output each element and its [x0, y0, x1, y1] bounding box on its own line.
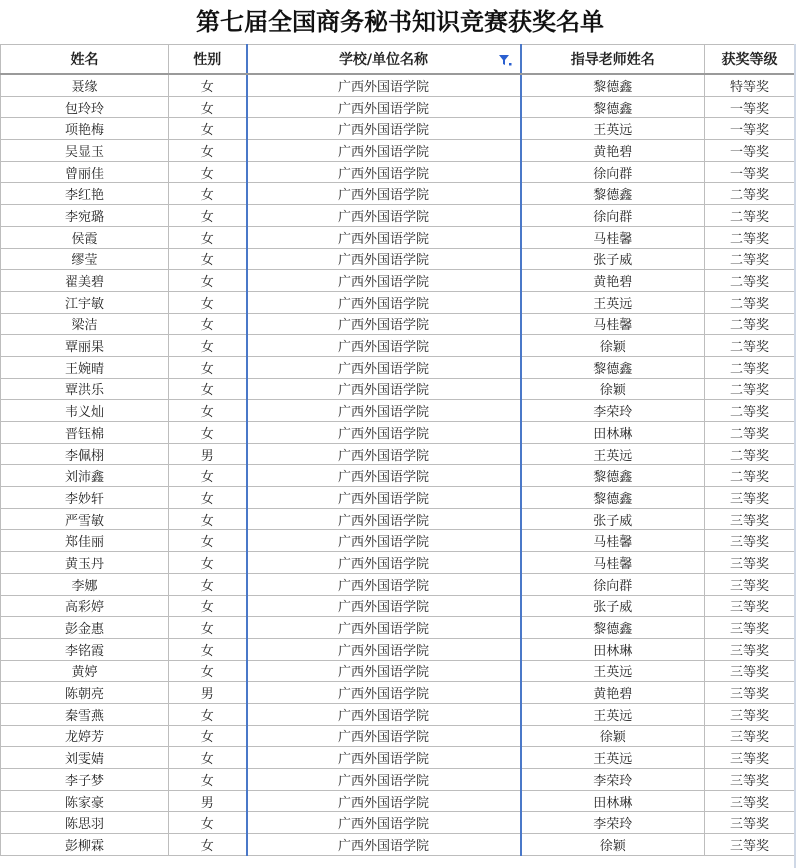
cell-name[interactable]: 陈家豪: [1, 790, 169, 812]
cell-gender[interactable]: 女: [169, 638, 247, 660]
cell-gender[interactable]: 女: [169, 161, 247, 183]
cell-gender[interactable]: 男: [169, 443, 247, 465]
table-row: [1, 74, 795, 96]
cell-award[interactable]: 二等奖: [705, 378, 795, 400]
cell-school[interactable]: 广西外国语学院: [247, 140, 521, 162]
cell-gender[interactable]: 女: [169, 812, 247, 834]
cell-name[interactable]: 包玲玲: [1, 96, 169, 118]
cell-award[interactable]: 二等奖: [705, 400, 795, 422]
cell-award[interactable]: 三等奖: [705, 530, 795, 552]
cell-advisor[interactable]: 张子威: [521, 248, 705, 270]
cell-gender[interactable]: 女: [169, 118, 247, 140]
cell-award[interactable]: 三等奖: [705, 834, 795, 856]
cell-advisor[interactable]: 王英远: [521, 660, 705, 682]
table-row: [1, 226, 795, 248]
cell-advisor[interactable]: 徐颖: [521, 725, 705, 747]
table-row: [1, 682, 795, 704]
cell-name[interactable]: 曾丽佳: [1, 161, 169, 183]
cell-name[interactable]: 梁洁: [1, 313, 169, 335]
cell-name[interactable]: 李宛璐: [1, 205, 169, 227]
header-name[interactable]: 姓名: [1, 45, 169, 75]
table-row: [1, 530, 795, 552]
cell-school[interactable]: 广西外国语学院: [247, 790, 521, 812]
cell-school[interactable]: 广西外国语学院: [247, 248, 521, 270]
cell-award[interactable]: 三等奖: [705, 682, 795, 704]
cell-school[interactable]: 广西外国语学院: [247, 812, 521, 834]
cell-award[interactable]: 三等奖: [705, 595, 795, 617]
table-row: [1, 595, 795, 617]
cell-award[interactable]: 二等奖: [705, 291, 795, 313]
table-row: [1, 248, 795, 270]
cell-school[interactable]: 广西外国语学院: [247, 638, 521, 660]
cell-award[interactable]: 三等奖: [705, 769, 795, 791]
cell-gender[interactable]: 女: [169, 140, 247, 162]
cell-school[interactable]: 广西外国语学院: [247, 530, 521, 552]
header-row: [1, 45, 795, 75]
cell-advisor[interactable]: 黎德鑫: [521, 356, 705, 378]
cell-advisor[interactable]: 马桂馨: [521, 530, 705, 552]
cell-gender[interactable]: 女: [169, 291, 247, 313]
cell-name[interactable]: 王婉晴: [1, 356, 169, 378]
cell-advisor[interactable]: 徐向群: [521, 205, 705, 227]
cell-award[interactable]: 三等奖: [705, 747, 795, 769]
cell-name[interactable]: 缪莹: [1, 248, 169, 270]
cell-name[interactable]: 严雪敏: [1, 508, 169, 530]
cell-school[interactable]: 广西外国语学院: [247, 74, 521, 96]
table-row: [1, 400, 795, 422]
cell-gender[interactable]: 女: [169, 226, 247, 248]
cell-award[interactable]: 二等奖: [705, 443, 795, 465]
cell-advisor[interactable]: 徐向群: [521, 573, 705, 595]
cell-award[interactable]: 三等奖: [705, 660, 795, 682]
table-row: [1, 573, 795, 595]
table-row: [1, 443, 795, 465]
cell-school[interactable]: 广西外国语学院: [247, 183, 521, 205]
cell-award[interactable]: 三等奖: [705, 508, 795, 530]
cell-name[interactable]: 李佩栩: [1, 443, 169, 465]
table-row: [1, 552, 795, 574]
cell-advisor[interactable]: 徐向群: [521, 161, 705, 183]
cell-name[interactable]: 项艳梅: [1, 118, 169, 140]
cell-name[interactable]: 黄玉丹: [1, 552, 169, 574]
cell-school[interactable]: 广西外国语学院: [247, 465, 521, 487]
cell-gender[interactable]: 女: [169, 356, 247, 378]
cell-gender[interactable]: 女: [169, 552, 247, 574]
cell-award[interactable]: 二等奖: [705, 183, 795, 205]
cell-advisor[interactable]: 田林琳: [521, 790, 705, 812]
cell-award[interactable]: 三等奖: [705, 617, 795, 639]
cell-award[interactable]: 三等奖: [705, 487, 795, 509]
cell-name[interactable]: 李铭霞: [1, 638, 169, 660]
cell-gender[interactable]: 女: [169, 465, 247, 487]
cell-advisor[interactable]: 田林琳: [521, 638, 705, 660]
cell-award[interactable]: 二等奖: [705, 248, 795, 270]
cell-advisor[interactable]: 王英远: [521, 747, 705, 769]
sheet-edge: [794, 44, 796, 868]
cell-name[interactable]: 李妙轩: [1, 487, 169, 509]
cell-school[interactable]: 广西外国语学院: [247, 161, 521, 183]
cell-advisor[interactable]: 黎德鑫: [521, 617, 705, 639]
cell-advisor[interactable]: 徐颖: [521, 335, 705, 357]
cell-award[interactable]: 二等奖: [705, 465, 795, 487]
cell-name[interactable]: 侯霞: [1, 226, 169, 248]
cell-name[interactable]: 高彩婷: [1, 595, 169, 617]
cell-gender[interactable]: 女: [169, 573, 247, 595]
cell-gender[interactable]: 女: [169, 422, 247, 444]
table-body: [1, 74, 795, 855]
table-row: [1, 356, 795, 378]
cell-gender[interactable]: 女: [169, 96, 247, 118]
table-row: [1, 291, 795, 313]
cell-gender[interactable]: 女: [169, 508, 247, 530]
award-table: [0, 44, 795, 856]
table-row: [1, 118, 795, 140]
cell-advisor[interactable]: 王英远: [521, 443, 705, 465]
cell-school[interactable]: 广西外国语学院: [247, 422, 521, 444]
table-row: [1, 378, 795, 400]
cell-name[interactable]: 江宇敏: [1, 291, 169, 313]
table-row: [1, 140, 795, 162]
table-row: [1, 703, 795, 725]
cell-gender[interactable]: 女: [169, 248, 247, 270]
cell-award[interactable]: 一等奖: [705, 161, 795, 183]
sheet-title: 第七届全国商务秘书知识竞赛获奖名单: [196, 7, 604, 36]
table-row: [1, 96, 795, 118]
cell-school[interactable]: 广西外国语学院: [247, 400, 521, 422]
cell-name[interactable]: 彭柳霖: [1, 834, 169, 856]
cell-award[interactable]: 二等奖: [705, 335, 795, 357]
table-row: [1, 790, 795, 812]
table-row: [1, 508, 795, 530]
cell-school[interactable]: 广西外国语学院: [247, 378, 521, 400]
cell-advisor[interactable]: 马桂馨: [521, 226, 705, 248]
cell-school[interactable]: 广西外国语学院: [247, 443, 521, 465]
cell-school[interactable]: 广西外国语学院: [247, 226, 521, 248]
table-row: [1, 422, 795, 444]
cell-name[interactable]: 晋钰棉: [1, 422, 169, 444]
cell-advisor[interactable]: 王英远: [521, 118, 705, 140]
cell-gender[interactable]: 女: [169, 747, 247, 769]
cell-advisor[interactable]: 李荣玲: [521, 769, 705, 791]
cell-gender[interactable]: 女: [169, 400, 247, 422]
cell-name[interactable]: 彭金惠: [1, 617, 169, 639]
cell-gender[interactable]: 女: [169, 703, 247, 725]
cell-school[interactable]: 广西外国语学院: [247, 552, 521, 574]
cell-advisor[interactable]: 徐颖: [521, 378, 705, 400]
cell-award[interactable]: 三等奖: [705, 703, 795, 725]
cell-gender[interactable]: 男: [169, 790, 247, 812]
header-advisor[interactable]: 指导老师姓名: [521, 45, 705, 75]
table-row: [1, 161, 795, 183]
cell-award[interactable]: 一等奖: [705, 96, 795, 118]
cell-school[interactable]: 广西外国语学院: [247, 118, 521, 140]
cell-award[interactable]: 二等奖: [705, 356, 795, 378]
cell-gender[interactable]: 女: [169, 617, 247, 639]
cell-name[interactable]: 刘沛鑫: [1, 465, 169, 487]
header-school-label: 学校/单位名称: [338, 52, 429, 68]
cell-name[interactable]: 刘雯婧: [1, 747, 169, 769]
cell-school[interactable]: 广西外国语学院: [247, 335, 521, 357]
cell-award[interactable]: 二等奖: [705, 313, 795, 335]
cell-advisor[interactable]: 李荣玲: [521, 400, 705, 422]
cell-award[interactable]: 二等奖: [705, 226, 795, 248]
cell-school[interactable]: 广西外国语学院: [247, 682, 521, 704]
cell-advisor[interactable]: 王英远: [521, 291, 705, 313]
cell-gender[interactable]: 女: [169, 183, 247, 205]
cell-gender[interactable]: 女: [169, 74, 247, 96]
table-row: [1, 465, 795, 487]
cell-name[interactable]: 秦雪燕: [1, 703, 169, 725]
table-row: [1, 183, 795, 205]
header-award[interactable]: 获奖等级: [705, 45, 795, 75]
cell-name[interactable]: 韦义灿: [1, 400, 169, 422]
cell-name[interactable]: 翟美碧: [1, 270, 169, 292]
cell-gender[interactable]: 女: [169, 834, 247, 856]
cell-name[interactable]: 黄婷: [1, 660, 169, 682]
cell-name[interactable]: 覃洪乐: [1, 378, 169, 400]
cell-name[interactable]: 李子梦: [1, 769, 169, 791]
cell-gender[interactable]: 女: [169, 769, 247, 791]
cell-advisor[interactable]: 马桂馨: [521, 552, 705, 574]
cell-award[interactable]: 三等奖: [705, 638, 795, 660]
cell-school[interactable]: 广西外国语学院: [247, 703, 521, 725]
cell-school[interactable]: 广西外国语学院: [247, 617, 521, 639]
cell-name[interactable]: 覃丽果: [1, 335, 169, 357]
cell-award[interactable]: 二等奖: [705, 205, 795, 227]
cell-school[interactable]: 广西外国语学院: [247, 205, 521, 227]
cell-gender[interactable]: 女: [169, 378, 247, 400]
cell-name[interactable]: 李娜: [1, 573, 169, 595]
cell-gender[interactable]: 女: [169, 530, 247, 552]
table-row: [1, 747, 795, 769]
cell-school[interactable]: 广西外国语学院: [247, 747, 521, 769]
header-gender[interactable]: 性别: [169, 45, 247, 75]
cell-advisor[interactable]: 田林琳: [521, 422, 705, 444]
cell-gender[interactable]: 男: [169, 682, 247, 704]
cell-advisor[interactable]: 黎德鑫: [521, 96, 705, 118]
cell-school[interactable]: 广西外国语学院: [247, 834, 521, 856]
table-row: [1, 769, 795, 791]
cell-school[interactable]: 广西外国语学院: [247, 508, 521, 530]
table-row: [1, 617, 795, 639]
table-row: [1, 205, 795, 227]
cell-gender[interactable]: 女: [169, 487, 247, 509]
cell-advisor[interactable]: 黎德鑫: [521, 74, 705, 96]
cell-school[interactable]: 广西外国语学院: [247, 660, 521, 682]
cell-award[interactable]: 一等奖: [705, 140, 795, 162]
cell-advisor[interactable]: 黄艳碧: [521, 682, 705, 704]
cell-gender[interactable]: 女: [169, 270, 247, 292]
cell-advisor[interactable]: 李荣玲: [521, 812, 705, 834]
cell-award[interactable]: 三等奖: [705, 812, 795, 834]
cell-award[interactable]: 三等奖: [705, 573, 795, 595]
cell-advisor[interactable]: 王英远: [521, 703, 705, 725]
table-row: [1, 725, 795, 747]
cell-advisor[interactable]: 张子威: [521, 595, 705, 617]
cell-name[interactable]: 陈朝亮: [1, 682, 169, 704]
cell-advisor[interactable]: 徐颖: [521, 834, 705, 856]
cell-school[interactable]: 广西外国语学院: [247, 595, 521, 617]
table-row: [1, 313, 795, 335]
cell-school[interactable]: 广西外国语学院: [247, 291, 521, 313]
cell-gender[interactable]: 女: [169, 313, 247, 335]
cell-school[interactable]: 广西外国语学院: [247, 487, 521, 509]
cell-school[interactable]: 广西外国语学院: [247, 725, 521, 747]
cell-school[interactable]: 广西外国语学院: [247, 96, 521, 118]
cell-school[interactable]: 广西外国语学院: [247, 573, 521, 595]
cell-award[interactable]: 特等奖: [705, 74, 795, 96]
cell-school[interactable]: 广西外国语学院: [247, 270, 521, 292]
cell-school[interactable]: 广西外国语学院: [247, 769, 521, 791]
filter-icon[interactable]: [498, 53, 512, 67]
table-row: [1, 638, 795, 660]
cell-advisor[interactable]: 黄艳碧: [521, 140, 705, 162]
table-row: [1, 335, 795, 357]
cell-gender[interactable]: 女: [169, 725, 247, 747]
cell-name[interactable]: 聂缘: [1, 74, 169, 96]
table-row: [1, 812, 795, 834]
cell-name[interactable]: 龙婷芳: [1, 725, 169, 747]
cell-award[interactable]: 一等奖: [705, 118, 795, 140]
cell-advisor[interactable]: 黎德鑫: [521, 465, 705, 487]
cell-award[interactable]: 二等奖: [705, 270, 795, 292]
cell-gender[interactable]: 女: [169, 660, 247, 682]
table-row: [1, 660, 795, 682]
cell-school[interactable]: 广西外国语学院: [247, 313, 521, 335]
cell-name[interactable]: 吴显玉: [1, 140, 169, 162]
cell-name[interactable]: 郑佳丽: [1, 530, 169, 552]
cell-award[interactable]: 三等奖: [705, 725, 795, 747]
table-row: [1, 487, 795, 509]
cell-award[interactable]: 三等奖: [705, 790, 795, 812]
table-row: [1, 270, 795, 292]
cell-gender[interactable]: 女: [169, 205, 247, 227]
cell-award[interactable]: 三等奖: [705, 552, 795, 574]
cell-name[interactable]: 李红艳: [1, 183, 169, 205]
cell-gender[interactable]: 女: [169, 595, 247, 617]
table-row: [1, 834, 795, 856]
cell-advisor[interactable]: 黎德鑫: [521, 487, 705, 509]
cell-advisor[interactable]: 黄艳碧: [521, 270, 705, 292]
cell-award[interactable]: 二等奖: [705, 422, 795, 444]
cell-advisor[interactable]: 黎德鑫: [521, 183, 705, 205]
cell-gender[interactable]: 女: [169, 335, 247, 357]
cell-name[interactable]: 陈思羽: [1, 812, 169, 834]
cell-school[interactable]: 广西外国语学院: [247, 356, 521, 378]
cell-advisor[interactable]: 马桂馨: [521, 313, 705, 335]
cell-advisor[interactable]: 张子威: [521, 508, 705, 530]
header-school[interactable]: [247, 45, 521, 75]
